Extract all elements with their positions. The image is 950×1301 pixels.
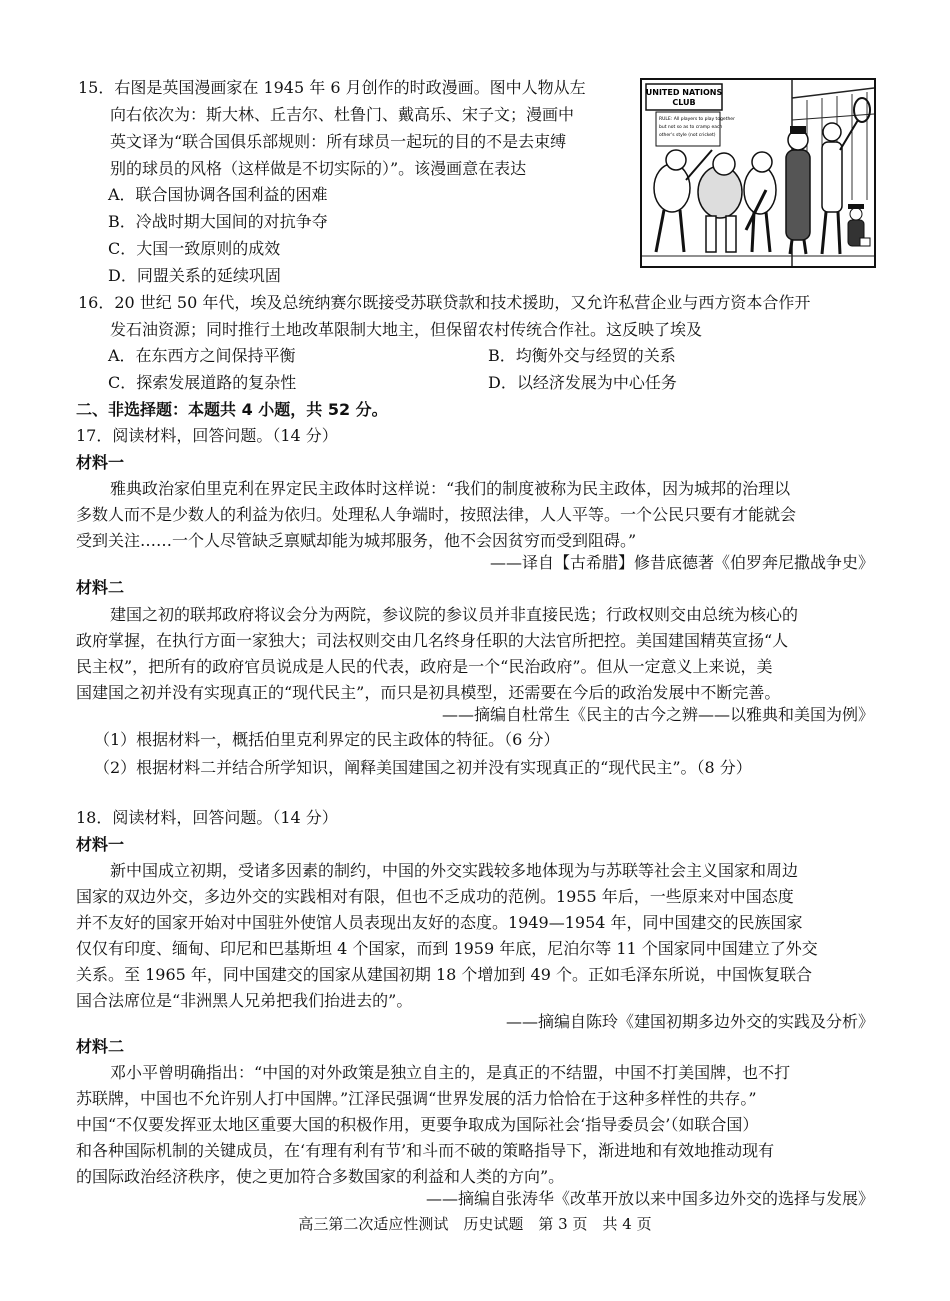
q18-material-1-line-1: 新中国成立初期，受诸多因素的制约，中国的外交实践较多地体现为与苏联等社会主义国家和周边 <box>110 861 799 880</box>
q17-material-2-source: ——摘编自杜常生《民主的古今之辨——以雅典和美国为例》 <box>441 705 874 724</box>
q16-stem-line-2: 发石油资源；同时推行土地改革限制大地主，但保留农村传统合作社。这反映了埃及 <box>110 320 703 339</box>
q17-material-1-line-3: 受到关注……一个人尽管缺乏禀赋却能为城邦服务，他不会因贫穷而受到阻碍。” <box>76 531 637 550</box>
q18-material-2-source: ——摘编自张涛华《改革开放以来中国多边外交的选择与发展》 <box>425 1189 874 1208</box>
q17-material-2-label: 材料二 <box>76 578 125 597</box>
cartoon-notice-text: RULE: All players to play together but not so as to cramp each other's style (not cricket) <box>659 117 735 138</box>
q18-material-1-source: ——摘编自陈玲《建国初期多边外交的实践及分析》 <box>505 1012 874 1031</box>
q18-material-2-line-5: 的国际政治经济秩序，使之更加符合多数国家的利益和人类的方向”。 <box>76 1167 565 1186</box>
q15-option-c: C．大国一致原则的成效 <box>108 239 281 258</box>
q18-material-1-line-5: 关系。至 1965 年，同中国建交的国家从建国初期 18 个增加到 49 个。正如毛泽东所说，中国恢复联合 <box>76 965 812 984</box>
q17-material-2-line-3: 民主权”，把所有的政府官员说成是人民的代表，政府是一个“民治政府”。但从一定意义上来说，美 <box>76 657 773 676</box>
q18-material-2-line-2: 苏联牌，中国也不允许别人打中国牌。”江泽民强调“世界发展的活力恰恰在于这种多样性的共存。” <box>76 1089 757 1108</box>
q16-option-c: C．探索发展道路的复杂性 <box>108 373 297 392</box>
q17-material-2-line-4: 国建国之初并没有实现真正的“现代民主”，而只是初具模型，还需要在今后的政治发展中不断完善。 <box>76 683 781 702</box>
q15-stem-line-2: 向右依次为：斯大林、丘吉尔、杜鲁门、戴高乐、宋子文；漫画中 <box>110 105 575 124</box>
q17-material-1-label: 材料一 <box>76 453 125 472</box>
q18-material-2-line-4: 和各种国际机制的关键成员，在‘有理有利有节’和斗而不破的策略指导下，渐进地和有效地推动现有 <box>76 1141 775 1160</box>
q18-material-1-label: 材料一 <box>76 835 125 854</box>
q18-material-1-line-3: 并不友好的国家开始对中国驻外使馆人员表现出友好的态度。1949—1954 年，同中国建交的民族国家 <box>76 913 803 932</box>
q17-subquestion-2: （2）根据材料二并结合所学知识，阐释美国建国之初并没有实现真正的“现代民主”。（8 分） <box>94 758 752 777</box>
section-2-heading: 二、非选择题：本题共 4 小题，共 52 分。 <box>76 400 388 419</box>
q17-material-1-source: ——译自【古希腊】修昔底德著《伯罗奔尼撒战争史》 <box>489 553 874 572</box>
q15-option-d: D．同盟关系的延续巩固 <box>108 266 281 285</box>
q18-material-2-line-1: 邓小平曾明确指出：“中国的对外政策是独立自主的，是真正的不结盟，中国不打美国牌，也不打 <box>110 1063 791 1082</box>
q17-material-1-line-1: 雅典政治家伯里克利在界定民主政体时这样说：“我们的制度被称为民主政体，因为城邦的治理以 <box>110 479 791 498</box>
q18-material-2-line-3: 中国“不仅要发挥亚太地区重要大国的积极作用，更要争取成为国际社会‘指导委员会’（如联合国） <box>76 1115 759 1134</box>
q18-material-2-label: 材料二 <box>76 1037 125 1056</box>
q15-stem-line-1: 15．右图是英国漫画家在 1945 年 6 月创作的时政漫画。图中人物从左 <box>78 78 586 97</box>
q17-material-2-line-1: 建国之初的联邦政府将议会分为两院，参议院的参议员并非直接民选；行政权则交由总统为核心的 <box>110 605 799 624</box>
q15-option-a: A．联合国协调各国利益的困难 <box>108 185 328 204</box>
q16-option-b: B．均衡外交与经贸的关系 <box>488 346 676 365</box>
q18-material-1-line-6: 国合法席位是“非洲黑人兄弟把我们抬进去的”。 <box>76 991 413 1010</box>
q17-title: 17．阅读材料，回答问题。（14 分） <box>76 426 338 445</box>
q15-option-b: B．冷战时期大国间的对抗争夺 <box>108 212 328 231</box>
q17-subquestion-1: （1）根据材料一，概括伯里克利界定的民主政体的特征。（6 分） <box>94 730 560 749</box>
q18-material-1-line-2: 国家的双边外交，多边外交的实践相对有限，但也不乏成功的范例。1955 年后，一些原来对中国态度 <box>76 887 794 906</box>
q15-stem-line-4: 别的球员的风格（这样做是不切实际的）”。该漫画意在表达 <box>110 159 527 178</box>
q15-stem-line-3: 英文译为“联合国俱乐部规则：所有球员一起玩的目的不是去束缚 <box>110 132 567 151</box>
cartoon-sign-text: UNITED NATIONS CLUB <box>645 88 723 107</box>
political-cartoon <box>640 78 876 268</box>
q17-material-2-line-2: 政府掌握，在执行方面一家独大；司法权则交由几名终身任职的大法官所把控。美国建国精英宣扬“人 <box>76 631 789 650</box>
q17-material-1-line-2: 多数人而不是少数人的利益为依归。处理私人争端时，按照法律，人人平等。一个公民只要有才能就会 <box>76 505 797 524</box>
q18-title: 18．阅读材料，回答问题。（14 分） <box>76 808 338 827</box>
q16-stem-line-1: 16．20 世纪 50 年代，埃及总统纳赛尔既接受苏联贷款和技术援助，又允许私营企业与西方资本合作开 <box>78 293 811 312</box>
q18-material-1-line-4: 仅仅有印度、缅甸、印尼和巴基斯坦 4 个国家，而到 1959 年底，尼泊尔等 11 个国家同中国建立了外交 <box>76 939 818 958</box>
q16-option-d: D．以经济发展为中心任务 <box>488 373 677 392</box>
q16-option-a: A．在东西方之间保持平衡 <box>108 346 296 365</box>
page-footer: 高三第二次适应性测试 历史试题 第 3 页 共 4 页 <box>298 1215 652 1233</box>
cartoon-drawing <box>642 80 874 266</box>
